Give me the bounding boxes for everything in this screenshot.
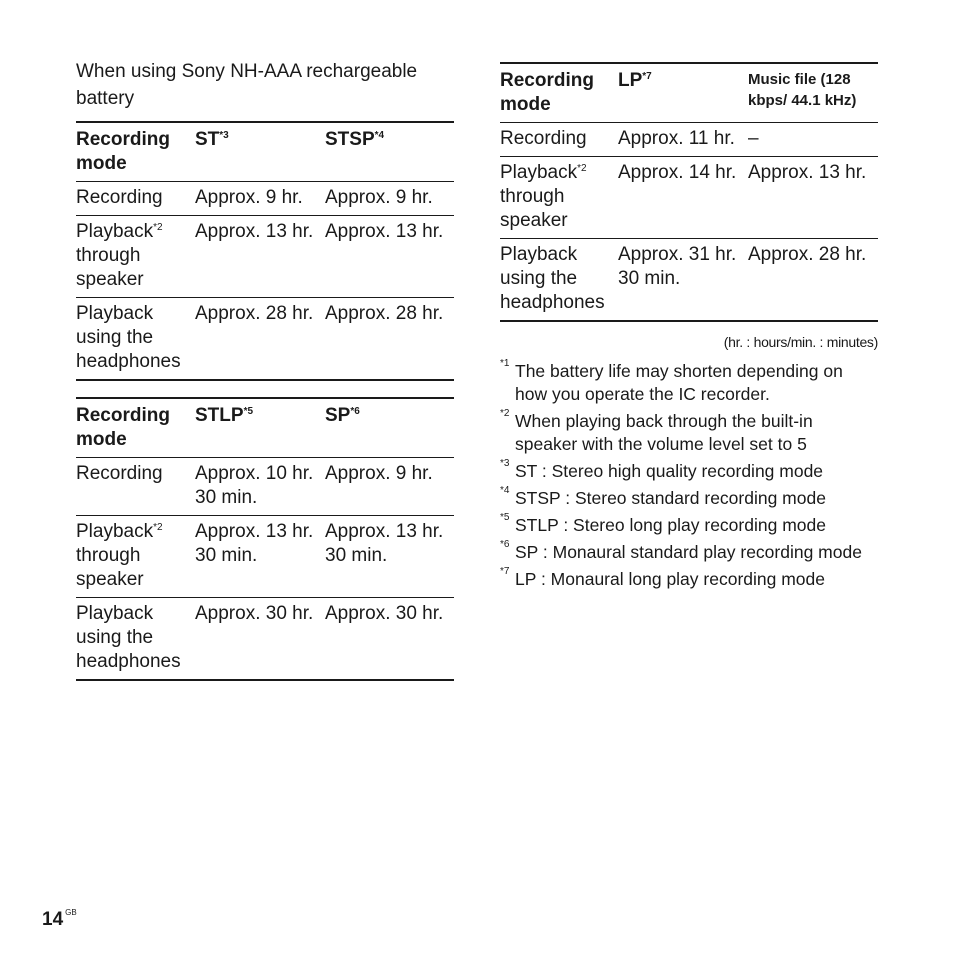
row-label: Playback$^{*2}$ through speaker xyxy=(500,162,587,231)
cell-value: Approx. 13 hr. xyxy=(325,221,444,242)
row-label: Recording xyxy=(76,187,163,208)
table-row xyxy=(500,157,878,239)
table-row xyxy=(500,123,878,157)
cell-value: Approx. 30 hr. xyxy=(195,603,314,624)
battery-table-stlp-sp xyxy=(76,397,454,681)
header-music-file: Music file (128 kbps/ 44.1 kHz) xyxy=(748,71,857,109)
header-mode: Recording mode xyxy=(500,70,594,115)
table-row xyxy=(76,298,454,381)
cell-value: Approx. 13 hr. 30 min. xyxy=(325,521,444,566)
left-column xyxy=(76,58,454,681)
row-label: Playback using the headphones xyxy=(500,244,605,313)
cell-value: Approx. 28 hr. xyxy=(748,244,867,265)
row-label: Playback using the headphones xyxy=(76,303,181,372)
right-column xyxy=(500,62,878,595)
cell-value: Approx. 14 hr. xyxy=(618,162,737,183)
page-number: 14 $^{GB}$ xyxy=(42,908,77,930)
header-st: ST$^{*3}$ xyxy=(195,129,229,150)
table-row xyxy=(76,216,454,298)
cell-value: Approx. 10 hr. 30 min. xyxy=(195,463,314,508)
header-stsp: STSP$^{*4}$ xyxy=(325,129,385,150)
table-row xyxy=(76,182,454,216)
cell-value: Approx. 30 hr. xyxy=(325,603,444,624)
cell-value: Approx. 13 hr. 30 min. xyxy=(195,521,314,566)
table-header-row xyxy=(76,398,454,458)
row-label: Playback using the headphones xyxy=(76,603,181,672)
table-row xyxy=(76,598,454,681)
footnote: *6 SP : Monaural standard play recording mode xyxy=(500,539,862,562)
cell-value: Approx. 13 hr. xyxy=(195,221,314,242)
footnotes xyxy=(500,360,878,591)
battery-intro: When using Sony NH-AAA rechargeable battery xyxy=(76,61,418,109)
table-row xyxy=(76,516,454,598)
table-row xyxy=(76,458,454,516)
table-header-row xyxy=(76,122,454,182)
footnote: *2 When playing back through the built-in speaker with the volume level set to 5 xyxy=(500,408,813,454)
row-label: Recording xyxy=(500,128,587,149)
row-label: Playback$^{*2}$ through speaker xyxy=(76,521,163,590)
units-note: (hr. : hours/min. : minutes) xyxy=(723,334,878,350)
cell-value: Approx. 31 hr. 30 min. xyxy=(618,244,737,289)
cell-value: Approx. 28 hr. xyxy=(195,303,314,324)
cell-value: Approx. 11 hr. xyxy=(618,128,735,149)
footnote: *4 STSP : Stereo standard recording mode xyxy=(500,485,826,508)
header-mode: Recording mode xyxy=(76,405,170,450)
battery-table-lp-music xyxy=(500,62,878,322)
cell-value: Approx. 9 hr. xyxy=(195,187,303,208)
battery-table-st-stsp xyxy=(76,121,454,381)
footnote: *7 LP : Monaural long play recording mode xyxy=(500,566,826,589)
cell-value: Approx. 13 hr. xyxy=(748,162,867,183)
cell-value: Approx. 9 hr. xyxy=(325,463,433,484)
footnote: *5 STLP : Stereo long play recording mode xyxy=(500,512,826,535)
cell-value: Approx. 28 hr. xyxy=(325,303,444,324)
cell-value: Approx. 9 hr. xyxy=(325,187,433,208)
table-header-row xyxy=(500,63,878,123)
header-lp: LP$^{*7}$ xyxy=(618,70,652,91)
header-mode: Recording mode xyxy=(76,129,170,174)
row-label: Recording xyxy=(76,463,163,484)
footnote: *1 The battery life may shorten depending on how you operate the IC recorder. xyxy=(500,358,843,404)
header-sp: SP$^{*6}$ xyxy=(325,405,360,426)
row-label: Playback$^{*2}$ through speaker xyxy=(76,221,163,290)
table-row xyxy=(500,239,878,322)
header-stlp: STLP$^{*5}$ xyxy=(195,405,254,426)
cell-value: – xyxy=(748,128,759,149)
footnote: *3 ST : Stereo high quality recording mode xyxy=(500,458,824,481)
